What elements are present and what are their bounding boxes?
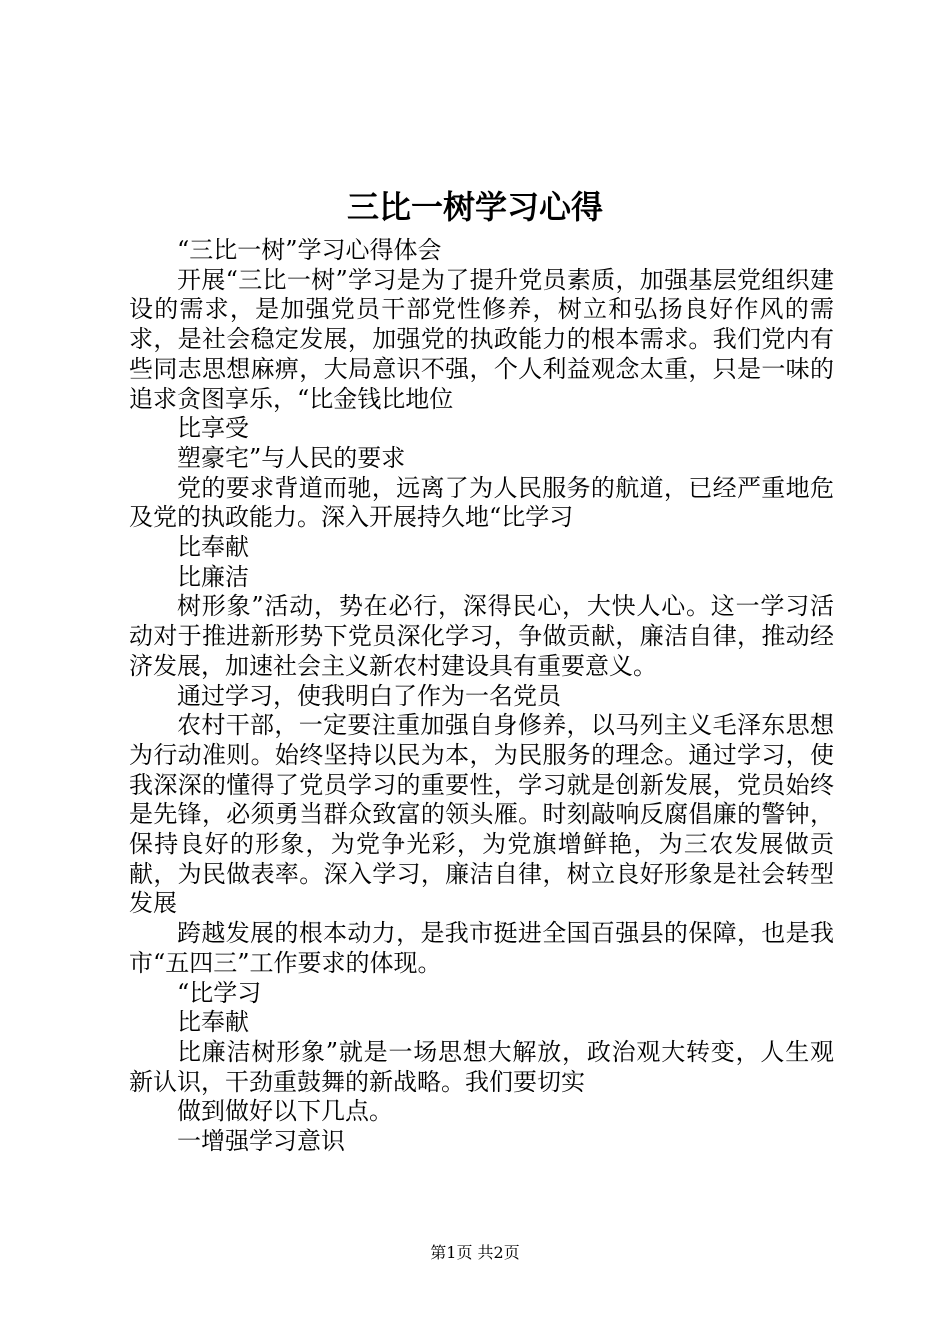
paragraph: 比奉献 — [177, 1008, 249, 1037]
paragraph: 通过学习，使我明白了作为一名党员 — [177, 681, 561, 710]
paragraph: “比学习 — [177, 978, 262, 1007]
paragraph: 比廉洁树形象”就是一场思想大解放，政治观大转变，人生观新认识，干劲重鼓舞的新战略。我们要切实 — [129, 1037, 834, 1096]
page-number: 第1页 共2页 — [430, 1243, 520, 1262]
paragraph: 跨越发展的根本动力，是我市挺进全国百强县的保障，也是我市“五四三”工作要求的体现。 — [129, 919, 834, 977]
paragraph: 做到做好以下几点。 — [177, 1097, 393, 1126]
document-title: 三比一树学习心得 — [346, 188, 603, 226]
paragraph: “三比一树”学习心得体会 — [177, 236, 442, 264]
paragraph: 开展“三比一树”学习是为了提升党员素质，加强基层党组织建设的需求，是加强党员干部党性修养，树立和弘扬良好作风的需求，是社会稳定发展，加强党的执政能力的根本需求。我们党内有些同志思想麻痹，大局意识不强，个人利益观念太重，只是一味的追求贪图享乐，“比金钱比地位 — [129, 265, 834, 413]
document-body — [129, 236, 834, 1157]
paragraph: 树形象”活动，势在必行，深得民心，大快人心。这一学习活动对于推进新形势下党员深化学习，争做贡献，廉洁自律，推动经济发展，加速社会主义新农村建设具有重要意义。 — [129, 592, 834, 680]
paragraph: 农村干部，一定要注重加强自身修养，以马列主义毛泽东思想为行动准则。始终坚持以民为本，为民服务的理念。通过学习，使我深深的懂得了党员学习的重要性，学习就是创新发展，党员始终是先锋，必须勇当群众致富的领头雁。时刻敲响反腐倡廉的警钟，保持良好的形象，为党争光彩，为党旗增鲜艳，为三农发展做贡献，为民做表率。深入学习，廉洁自律，树立良好形象是社会转型发展 — [129, 711, 834, 918]
paragraph: 比享受 — [177, 414, 249, 443]
paragraph: 塑豪宅”与人民的要求 — [177, 443, 406, 472]
paragraph: 比廉洁 — [177, 562, 249, 591]
paragraph: 比奉献 — [177, 533, 249, 562]
paragraph: 党的要求背道而驰，远离了为人民服务的航道，已经严重地危及党的执政能力。深入开展持久地“比学习 — [129, 473, 834, 532]
paragraph: 一增强学习意识 — [177, 1127, 345, 1156]
